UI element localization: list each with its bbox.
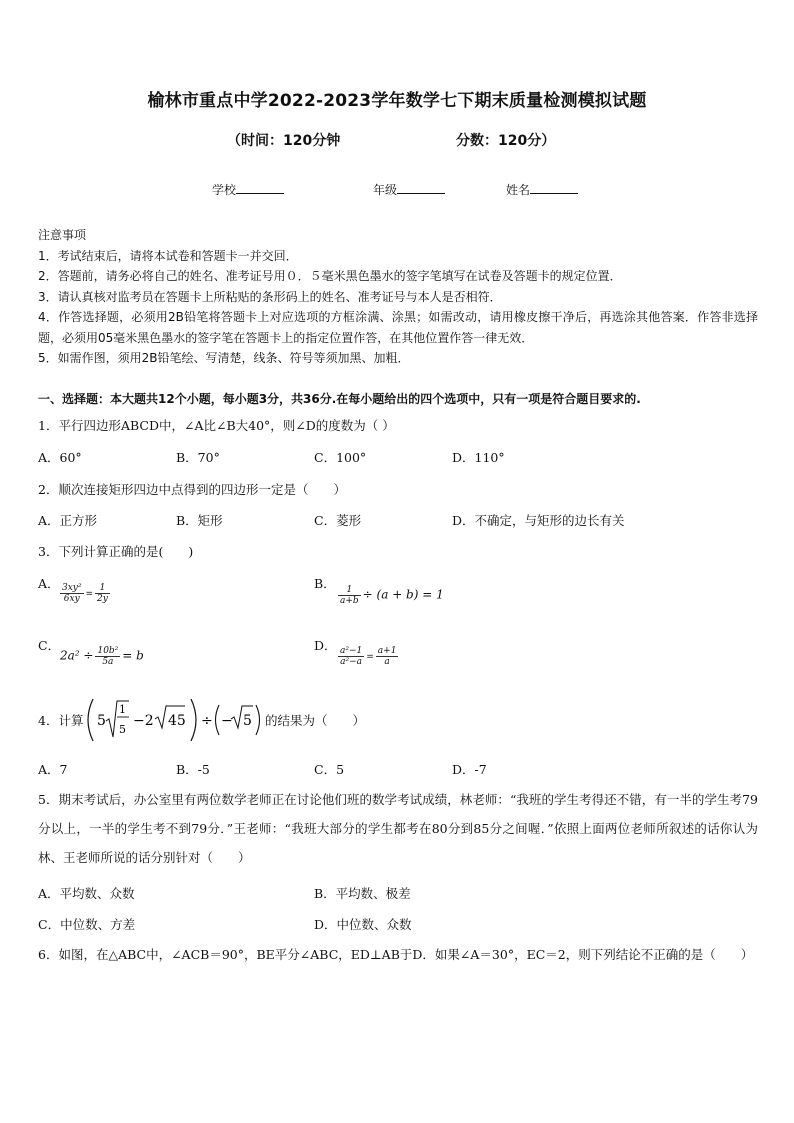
- q4-option-c[interactable]: C．5: [314, 762, 345, 777]
- q3-option-b[interactable]: [314, 574, 336, 592]
- note-item: 3．请认真核对监考员在答题卡上所粘贴的条形码上的姓名、准考证号与本人是否相符．: [38, 289, 502, 304]
- question-3-stem: 3．下列计算正确的是( ): [38, 544, 194, 559]
- q2-option-b[interactable]: B．矩形: [176, 513, 223, 528]
- q3-option-d-label: D．: [314, 638, 337, 653]
- question-1-stem: 1．平行四边形ABCD中，∠A比∠B大40°，则∠D的度数为（ ）: [38, 418, 395, 433]
- question-4-stem: [38, 695, 758, 745]
- q3-b-numerator: 1: [338, 585, 361, 596]
- q4-minus-2: −2: [133, 713, 154, 729]
- q3-a-denominator: 6xy: [63, 594, 80, 604]
- q3-option-c-label: C．: [38, 638, 61, 653]
- notes-section: [38, 225, 758, 369]
- name-label: 姓名: [506, 183, 531, 197]
- q5-option-b[interactable]: B．平均数、极差: [314, 886, 411, 901]
- q4-negative: −: [221, 713, 233, 729]
- name-field[interactable]: [506, 181, 578, 198]
- note-item: 4．作答选择题，必须用2B铅笔将答题卡上对应选项的方框涂满、涂黑；如需改动，请用橡皮擦干净后，再选涂其他答案．作答非选择题，必须用05毫米黑色墨水的签字笔在答题卡上的指定位置作答，在其他位置作答一律无效．: [38, 310, 758, 345]
- q1-option-b[interactable]: B．70°: [176, 450, 220, 465]
- grade-blank[interactable]: [397, 182, 445, 194]
- q3-a-numerator: 3xy²: [62, 583, 82, 593]
- q1-option-a[interactable]: A．60°: [38, 450, 82, 465]
- q4-option-d[interactable]: D．-7: [452, 762, 487, 777]
- q3-c-numerator: 10b²: [97, 646, 119, 656]
- q3-option-a-expr: [58, 583, 112, 605]
- note-item: 5．如需作图，须用2B铅笔绘、写清楚，线条、符号等须加黑、加粗．: [38, 351, 410, 365]
- q3-option-a[interactable]: [38, 574, 60, 592]
- q3-option-b-expr: [336, 585, 444, 607]
- q1-option-c[interactable]: C．100°: [314, 450, 367, 465]
- q3-option-b-label: B．: [314, 576, 336, 591]
- q3-d-result-denominator: a: [384, 657, 390, 667]
- question-2-stem: 2．顺次连接矩形四边中点得到的四边形一定是（ ）: [38, 482, 346, 497]
- q3-option-c[interactable]: [38, 636, 60, 654]
- question-5-stem: 5．期末考试后，办公室里有两位数学老师正在讨论他们班的数学考试成绩，林老师：“我班的学生考得还不错，有一半的学生考79分以上，一半的学生考不到79分．”王老师：“我班大部分的学生都考在80分到85分之间喔．”依照上面两位老师所叙述的话你认为林、王老师所说的话分别针对（ ）: [38, 792, 758, 865]
- q3-option-d[interactable]: [314, 636, 337, 654]
- q5-option-a[interactable]: A．平均数、众数: [38, 886, 135, 901]
- q4-left-paren: [88, 699, 93, 741]
- q3-c-rhs: = b: [122, 648, 144, 663]
- q5-option-d[interactable]: D．中位数、众数: [314, 917, 412, 932]
- q4-right-paren: [191, 699, 196, 741]
- q4-prefix: 4．计算: [38, 713, 84, 728]
- grade-field[interactable]: [373, 181, 445, 198]
- question-6-stem: 6．如图，在△ABC中，∠ACB＝90°，BE平分∠ABC，ED⊥AB于D．如果∠A＝30°，EC＝2，则下列结论不正确的是（ ）: [38, 947, 754, 962]
- q2-option-c[interactable]: C．菱形: [314, 513, 362, 528]
- q3-c-lhs: 2a² ÷: [60, 648, 94, 663]
- school-label: 学校: [212, 183, 237, 197]
- q3-a-result-denominator: 2y: [97, 594, 108, 604]
- q5-option-c[interactable]: C．中位数、方差: [38, 917, 136, 932]
- notes-title: 注意事项: [38, 228, 87, 242]
- name-blank[interactable]: [530, 182, 578, 194]
- q4-suffix: 的结果为（ ）: [265, 713, 366, 728]
- q4-paren-open-2: [216, 705, 220, 735]
- q3-d-result-numerator: a+1: [377, 646, 397, 656]
- grade-label: 年级: [373, 183, 398, 197]
- q1-option-d[interactable]: D．110°: [452, 450, 505, 465]
- q4-option-b[interactable]: B．-5: [176, 762, 210, 777]
- q4-expression: [85, 695, 285, 745]
- page-title: 榆林市重点中学2022-2023学年数学七下期末质量检测模拟试题: [147, 91, 647, 111]
- q3-option-c-expr: [60, 646, 144, 668]
- q3-d-denominator: a²−a: [340, 657, 363, 667]
- q4-frac-num: 1: [119, 703, 126, 716]
- q4-radicand-45: 45: [168, 713, 186, 729]
- school-blank[interactable]: [236, 182, 284, 194]
- q3-a-equals: =: [85, 589, 94, 600]
- q3-b-denominator: a+b: [340, 596, 359, 606]
- q3-d-equals: =: [366, 652, 374, 663]
- note-item: 1．考试结束后，请将本试卷和答题卡一并交回．: [38, 248, 298, 263]
- q4-coef-5: 5: [97, 713, 106, 729]
- note-item: 2．答题前，请务必将自己的姓名、准考证号用０．５毫米黑色墨水的签字笔填写在试卷及答题卡的规定位置．: [38, 269, 622, 283]
- q3-d-numerator: a²−1: [340, 646, 363, 656]
- q4-paren-close-2: [256, 705, 260, 735]
- q4-frac-den: 5: [119, 723, 126, 736]
- q3-option-a-label: A．: [38, 576, 60, 591]
- q4-radicand-5: 5: [243, 713, 252, 729]
- section-heading: 一、选择题：本大题共12个小题，每小题3分，共36分.在每小题给出的四个选项中，只有一项是符合题目要求的.: [38, 392, 641, 406]
- q2-option-d[interactable]: D．不确定，与矩形的边长有关: [452, 513, 625, 528]
- q4-option-a[interactable]: A．7: [38, 762, 68, 777]
- q4-divide: ÷: [201, 713, 213, 729]
- q3-option-d-expr: [336, 646, 400, 668]
- q2-option-a[interactable]: A．正方形: [38, 513, 98, 528]
- q3-b-rest: ÷ (a + b) = 1: [362, 587, 444, 602]
- exam-time: （时间：120分钟: [227, 133, 341, 149]
- school-field[interactable]: [212, 181, 284, 198]
- exam-score: 分数：120分）: [456, 133, 556, 149]
- q3-c-denominator: 5a: [102, 657, 114, 667]
- q3-a-result-numerator: 1: [95, 583, 110, 594]
